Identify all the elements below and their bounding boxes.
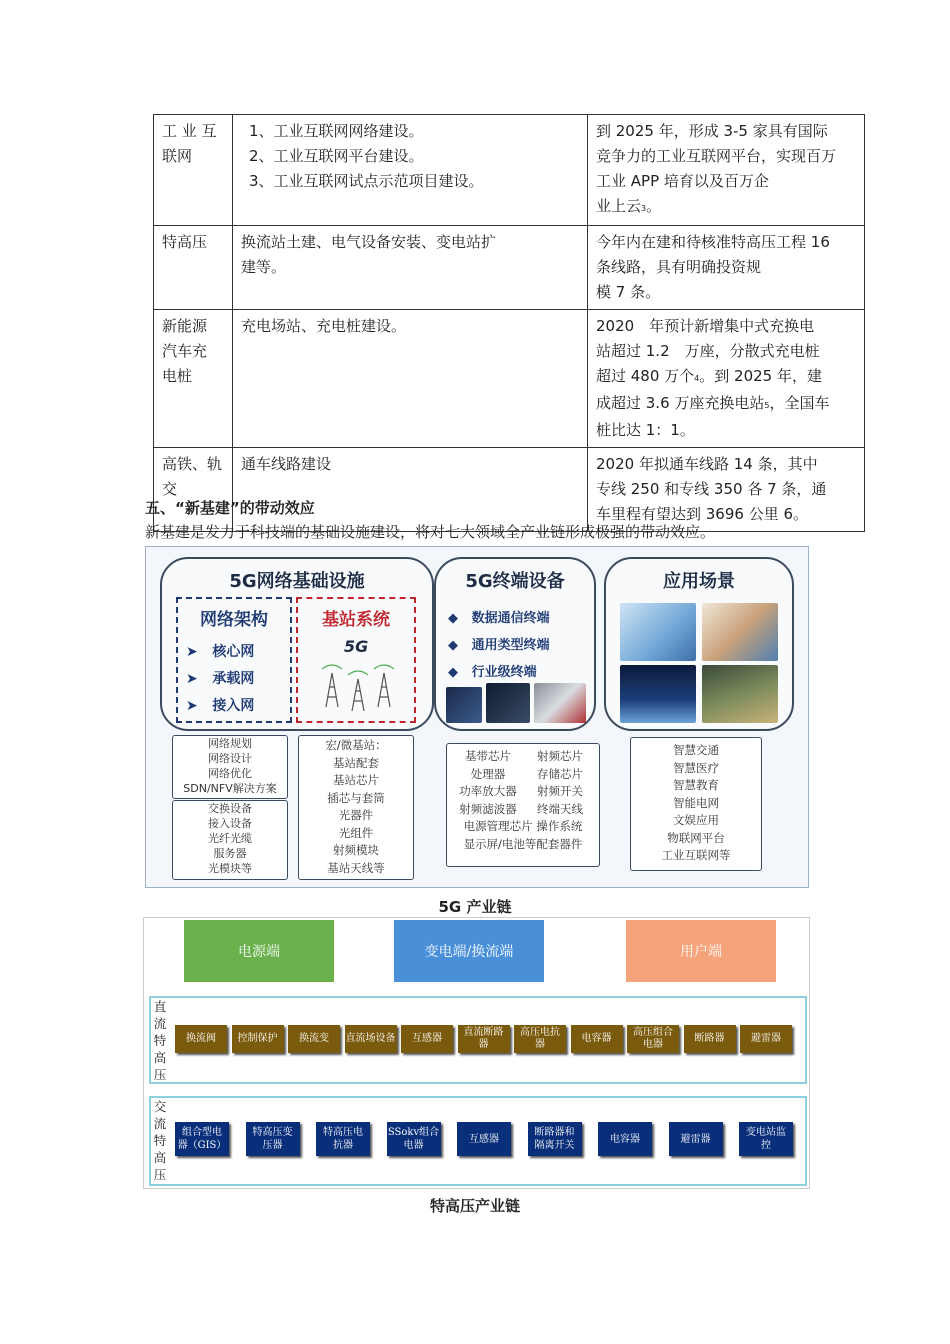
component-label-line: 器 [535, 1039, 545, 1050]
component-label [535, 1126, 575, 1152]
dc-uhv-row [149, 996, 807, 1084]
cell-text: 2、工业互联网平台建设。 [249, 147, 424, 165]
component-label-line: 避雷器 [751, 1033, 781, 1044]
smart-office-image [620, 603, 696, 661]
label-char: 压 [153, 1167, 167, 1182]
table-cell-content [233, 310, 588, 448]
section-paragraph: 新基建是发力于科技端的基础设施建设，将对七大领域全产业链形成极强的带动效应。 [145, 523, 716, 541]
box-line: 光组件 [338, 825, 374, 840]
component-label-line: 避雷器 [680, 1133, 711, 1145]
component-label-line: 变电站监 [746, 1127, 786, 1138]
component-box [175, 1122, 229, 1156]
component-label-line: 组合型电 [181, 1127, 222, 1138]
component-label-line: 换流变 [299, 1033, 329, 1044]
component-label-line: 高压电抗 [520, 1027, 560, 1038]
cell-text: 充电场站、充电桩建设。 [241, 317, 407, 335]
component-label [178, 1126, 227, 1152]
component-box [457, 1122, 511, 1156]
component-box [345, 1025, 397, 1053]
component-label-line: 直流断路 [463, 1027, 504, 1038]
box-line: SDN/NFV解决方案 [183, 782, 277, 795]
item-label: 接入网 [212, 698, 255, 714]
box-text [299, 737, 413, 877]
component-label-line: 电容器 [581, 1033, 612, 1044]
cell-text: 今年内在建和待核准特高压工程 16 [596, 233, 830, 251]
dc-uhv-label [153, 998, 167, 1083]
box-line: 射频滤波器 [459, 801, 517, 816]
cell-text: 交 [162, 480, 178, 498]
cell-text-part: 成超过 3.6 万座充换电站 [596, 394, 765, 412]
new-infrastructure-table [153, 114, 865, 532]
component-label-line: 断路器和 [534, 1127, 575, 1138]
item-label: 核心网 [212, 644, 255, 660]
panel-title: 应用场景 [663, 571, 735, 592]
cell-text-part: 。 [646, 197, 662, 215]
component-label [253, 1126, 293, 1152]
component-label-line: 换流阀 [186, 1033, 216, 1044]
box-line: 终端天线 [537, 801, 583, 816]
box-line: 基站配套 [333, 755, 379, 770]
cell-text [596, 194, 856, 221]
cell-text: 2020 年拟通车线路 14 条，其中 [596, 455, 818, 473]
5g-logo: 5G [344, 637, 369, 656]
component-box [458, 1025, 510, 1053]
section-heading: 五、“新基建”的带动效应 [145, 499, 315, 517]
component-box [739, 1122, 793, 1156]
list-item [448, 634, 550, 653]
component-box [387, 1122, 441, 1156]
base-station-box [296, 597, 416, 723]
box-line: 基带芯片 [465, 749, 511, 763]
component-label [346, 1033, 396, 1045]
cell-text: 竞争力的工业互联网平台，实现百万 [596, 147, 837, 165]
box-line: 网络优化 [208, 767, 252, 780]
substation-converter-box: 变电端/换流端 [394, 920, 544, 982]
component-label-line: 控制保护 [237, 1033, 278, 1044]
user-end-box: 用户端 [626, 920, 776, 982]
arrow-bullet-icon: ➤ [186, 671, 198, 687]
box-line: 存储芯片 [537, 766, 583, 781]
label-char: 流 [153, 1116, 167, 1131]
component-box [401, 1025, 453, 1053]
subtitle: 网络架构 [200, 610, 268, 630]
component-label-line: 隔离开关 [534, 1140, 575, 1151]
box-line: 光器件 [338, 808, 374, 822]
diamond-bullet-icon: ◆ [448, 665, 458, 680]
box-line: 服务器 [213, 847, 247, 860]
box-line: 光纤光缆 [208, 832, 252, 845]
component-label [412, 1033, 442, 1045]
cell-text: 到 2025 年，形成 3-5 家具有国际 [596, 122, 828, 140]
component-box [514, 1025, 566, 1053]
component-label [299, 1033, 329, 1045]
cell-text: 模 7 条。 [596, 283, 661, 301]
ac-uhv-label [153, 1098, 167, 1183]
component-label-line: 电器 [403, 1140, 424, 1151]
component-label [582, 1033, 612, 1045]
cell-text: 车里程有望达到 3696 公里 6。 [596, 505, 809, 523]
5g-figure-caption: 5G 产业链 [438, 898, 512, 916]
component-label [469, 1133, 499, 1146]
component-box [684, 1025, 736, 1053]
router-device-image [486, 683, 530, 723]
arrow-bullet-icon: ➤ [186, 698, 198, 714]
table-cell-content [233, 448, 588, 532]
cell-text: 2020 年预计新增集中式充换电 [596, 317, 815, 335]
box-text [173, 801, 287, 876]
cell-text-part: 超过 480 万个 [596, 367, 695, 385]
component-box [598, 1122, 652, 1156]
box-line: 射频芯片 [537, 749, 583, 763]
component-label-line: 直流场设备 [345, 1033, 396, 1044]
cell-tower-icon [308, 657, 404, 713]
component-label [681, 1133, 711, 1146]
component-label [695, 1033, 725, 1045]
component-box [528, 1122, 582, 1156]
terminal-devices-panel [434, 557, 596, 731]
item-label: 通用类型终端 [471, 638, 550, 653]
box-text [173, 736, 287, 796]
box-line: 接入设备 [208, 817, 252, 830]
box-line: 网络设计 [208, 752, 252, 765]
list-item [186, 641, 254, 661]
component-box [740, 1025, 792, 1053]
cell-text: 特高压 [162, 233, 208, 251]
component-box [627, 1025, 679, 1053]
label-char: 压 [153, 1067, 167, 1082]
component-box [246, 1122, 300, 1156]
component-label [751, 1033, 781, 1045]
power-source-box: 电源端 [184, 920, 334, 982]
component-box [316, 1122, 370, 1156]
component-label-line: 互感器 [412, 1033, 442, 1044]
smart-traffic-image [702, 665, 778, 723]
box-line: 工业互联网等 [661, 848, 731, 862]
label-char: 流 [153, 1016, 167, 1031]
component-label-line: 电器 [643, 1039, 663, 1050]
component-label [633, 1027, 673, 1051]
box-line: 文娱应用 [673, 813, 719, 827]
component-label-line: 断路器 [694, 1033, 725, 1044]
item-label: 数据通信终端 [471, 611, 550, 626]
cell-text: 新能源 [162, 317, 208, 335]
box-line: 智慧医疗 [673, 760, 719, 775]
table-cell-content [233, 115, 588, 226]
box-line: 智慧教育 [673, 778, 719, 792]
tablet-device-image [446, 687, 482, 723]
table-cell-target [588, 226, 865, 310]
cell-text: 桩比达 1：1。 [596, 421, 695, 439]
box-line: 插芯与套筒 [327, 790, 385, 805]
component-box [669, 1122, 723, 1156]
component-label-line: 互感器 [469, 1133, 499, 1145]
component-box [288, 1025, 340, 1053]
cell-text-part: 。到 2025 年，建 [699, 367, 822, 385]
cell-text: 3、工业互联网试点示范项目建设。 [249, 172, 484, 190]
diamond-bullet-icon: ◆ [448, 611, 458, 626]
network-architecture-box [176, 597, 292, 723]
cell-text: 电桩 [162, 367, 193, 385]
label-char: 特 [153, 1033, 167, 1048]
cell-text: 换流站土建、电气设备安装、变电站扩 [241, 233, 497, 251]
box-line: 基站芯片 [333, 773, 379, 787]
box-text-bottom [447, 818, 599, 853]
footnote-ref: 5 [764, 401, 770, 410]
component-box [571, 1025, 623, 1053]
box-line: 射频模块 [333, 843, 379, 857]
item-label: 承载网 [212, 671, 255, 687]
component-label-line: SSokv组合 [387, 1127, 440, 1138]
network-infrastructure-panel [160, 557, 434, 731]
table-cell-category [154, 226, 233, 310]
cell-text: 汽车充 [162, 342, 208, 360]
terminal-components-box [446, 743, 600, 867]
box-line: 智能电网 [673, 795, 719, 810]
component-box [232, 1025, 284, 1053]
box-line: 宏/微基站： [325, 738, 387, 752]
component-label [464, 1027, 504, 1051]
box-text-right [525, 748, 595, 818]
component-label [746, 1126, 786, 1152]
cell-text: 工 业 互 [162, 122, 217, 140]
cell-text: 专线 250 和专线 350 各 7 条，通 [596, 480, 827, 498]
box-line: 显示屏/电池等配套器件 [463, 836, 583, 851]
uhv-industry-chain-figure [143, 917, 810, 1189]
arrow-bullet-icon: ➤ [186, 644, 198, 660]
label-char: 直 [153, 999, 167, 1014]
list-item [186, 695, 254, 715]
cell-text [596, 364, 856, 391]
cell-text: 高铁、轨 [162, 455, 223, 473]
box-line: 智慧交通 [673, 743, 719, 757]
table-row [154, 448, 865, 532]
table-cell-target [588, 448, 865, 532]
cell-text-part: ，全国车 [769, 394, 830, 412]
application-scenarios-panel [604, 557, 794, 731]
list-item [448, 607, 550, 626]
label-char: 高 [153, 1050, 167, 1065]
label-char: 高 [153, 1150, 167, 1165]
cell-text: 条线路，具有明确投资规 [596, 258, 762, 276]
box-line: 交换设备 [208, 802, 252, 815]
footnote-ref: 3 [641, 204, 647, 213]
cell-text: 站超过 1.2 万座，分散式充电桩 [596, 342, 820, 360]
list-item [186, 668, 254, 688]
box-line: 电源管理芯片 操作系统 [463, 819, 583, 833]
table-cell-content [233, 226, 588, 310]
cell-text: 通车线路建设 [241, 455, 332, 473]
footnote-ref: 4 [694, 374, 700, 383]
component-label-line: 器 [478, 1039, 489, 1050]
diamond-bullet-icon: ◆ [448, 638, 458, 653]
ac-uhv-row [149, 1096, 807, 1186]
component-label-line: 控 [761, 1140, 771, 1151]
cell-text: 1、工业互联网网络建设。 [249, 122, 424, 140]
component-label [186, 1033, 216, 1045]
table-row [154, 115, 865, 226]
item-label: 行业级终端 [471, 665, 537, 680]
table-row [154, 310, 865, 448]
base-station-components-box [298, 735, 414, 880]
component-box [175, 1025, 227, 1053]
component-label [610, 1133, 640, 1146]
cell-text: 工业 APP 培育以及百万企 [596, 172, 769, 190]
table-row [154, 226, 865, 310]
subtitle: 基站系统 [322, 610, 390, 630]
component-label-line: 抗器 [333, 1140, 353, 1151]
cell-text: 建等。 [241, 258, 287, 276]
uhv-figure-caption: 特高压产业链 [429, 1197, 520, 1215]
component-label [238, 1033, 278, 1045]
smart-city-image [620, 665, 696, 723]
box-line: 基站天线等 [327, 860, 385, 875]
box-line: 射频开关 [537, 784, 583, 798]
component-label-line: 电容器 [610, 1133, 640, 1145]
table-cell-target [588, 115, 865, 226]
component-label [323, 1126, 363, 1152]
component-label-line: 高压组合 [633, 1027, 673, 1038]
component-label-line: 特高压变 [252, 1127, 293, 1138]
application-list-box [630, 737, 762, 871]
box-text [631, 742, 761, 865]
cell-text-part: 业上云 [596, 197, 642, 215]
component-label-line: 压器 [262, 1140, 283, 1151]
box-text-left [451, 748, 525, 818]
box-line: 光模块等 [208, 862, 252, 875]
cell-text [596, 391, 856, 418]
cell-text: 联网 [162, 147, 193, 165]
panel-title: 5G终端设备 [465, 571, 565, 592]
box-line: 处理器 [470, 766, 506, 781]
box-line: 功率放大器 [459, 784, 517, 798]
network-services-box [172, 735, 288, 799]
component-label-line: 特高压电 [323, 1127, 363, 1138]
network-equipment-box [172, 800, 288, 880]
box-line: 网络规划 [208, 737, 252, 750]
table-cell-category [154, 310, 233, 448]
robot-device-image [534, 683, 586, 723]
component-label [388, 1126, 439, 1152]
table-cell-target [588, 310, 865, 448]
education-scene-image [702, 603, 778, 661]
component-label [520, 1027, 560, 1051]
box-line: 物联网平台 [667, 830, 725, 845]
list-item [448, 661, 537, 680]
label-char: 交 [153, 1099, 167, 1114]
panel-title: 5G网络基础设施 [229, 571, 365, 592]
table-cell-category [154, 448, 233, 532]
table-cell-category [154, 115, 233, 226]
component-label-line: 器（GIS） [177, 1140, 227, 1151]
5g-industry-chain-figure [145, 546, 809, 888]
label-char: 特 [153, 1133, 167, 1148]
